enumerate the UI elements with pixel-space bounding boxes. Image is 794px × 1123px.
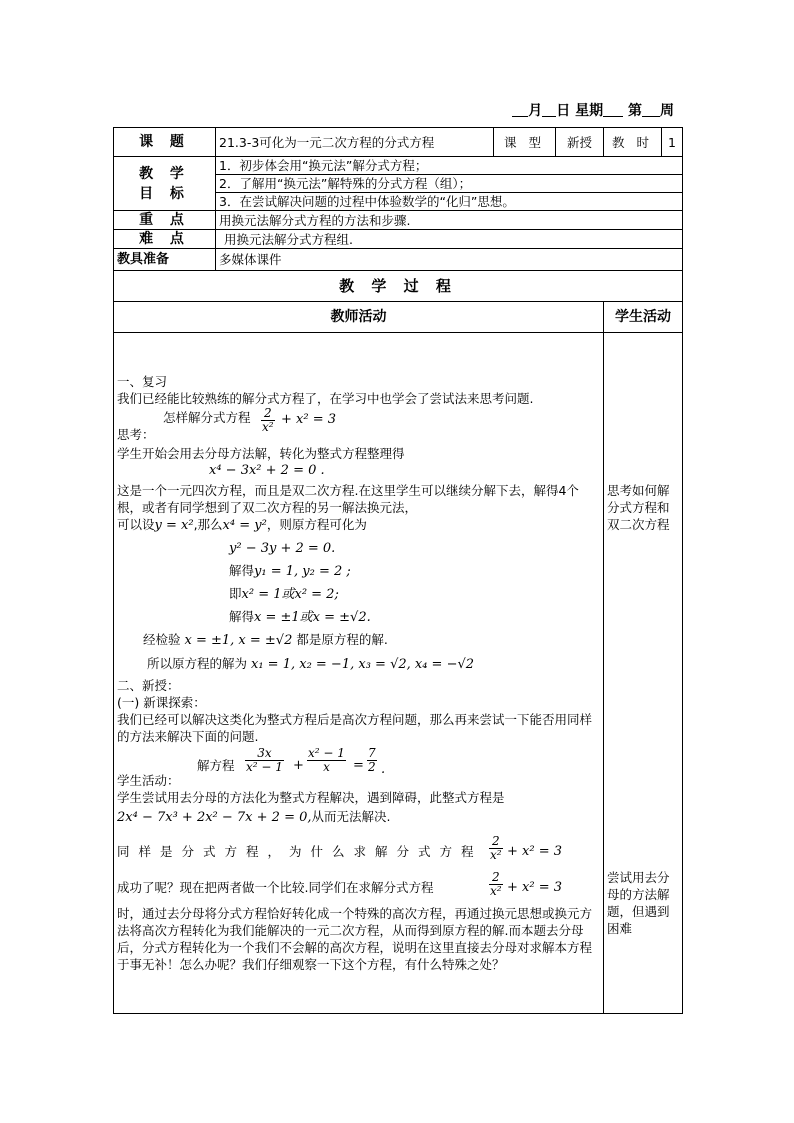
- q2-poly-line: [117, 806, 600, 829]
- q1-numerator: 2: [261, 407, 275, 421]
- q2-f1-numerator: 3x: [245, 747, 284, 761]
- compare-3: 时，通过去分母将分式方程恰好转化成一个特殊的高次方程，再通过换元思想或换元方法将高次方程转化为我们能解决的一元二次方程，从而得到原方程的解.而本题去分母后，分式方程转化为一个我们不会解的高次方程，说明在这里直接去分母对求解本方程于事无补！怎么办呢？我们仔细观察一下这个方程，有什么特殊之处？: [117, 906, 593, 972]
- hours-label: 教 时: [604, 128, 662, 157]
- new-heading: 二、新授：: [117, 678, 180, 693]
- day-blank: [542, 102, 556, 117]
- week-blank: [642, 102, 660, 117]
- solution-equation: y² − 3y + 2 = 0.: [229, 541, 336, 556]
- solution-2: x² = 1或x² = 2;: [241, 587, 339, 602]
- topic-value: 21.3-3可化为一元二次方程的分式方程: [216, 128, 494, 157]
- review-intro: 我们已经能比较熟练的解分式方程了，在学习中也学会了尝试法来思考问题.: [117, 391, 534, 406]
- goal-1: 1．初步体会用“换元法”解分式方程；: [216, 157, 683, 175]
- compare-fraction-1: [489, 835, 503, 862]
- q2-end: .: [381, 762, 386, 777]
- q2-equals: =: [353, 758, 364, 773]
- q2-f1-denominator: x² − 1: [246, 760, 283, 774]
- explore-intro: 我们已经可以解决这类化为整式方程后是高次方程问题，那么再来尝试一下能否用同样的方法来解决下面的问题.: [117, 712, 593, 744]
- answer-label: 所以原方程的解为: [147, 656, 248, 671]
- weekday-blank: [603, 102, 623, 117]
- q2-fraction-3: [367, 747, 377, 774]
- lesson-plan-table: [113, 127, 683, 1014]
- process-title: 教 学 过 程: [114, 271, 683, 302]
- week-prefix: 第: [628, 103, 642, 119]
- student-column-title: 学生活动: [604, 302, 683, 333]
- goal-3: 3．在尝试解决问题的过程中体验数学的“化归”思想。: [216, 193, 683, 211]
- solution-3: x = ±1或x = ±√2.: [254, 610, 371, 625]
- type-label: 课 型: [494, 128, 556, 157]
- date-line: [512, 100, 674, 120]
- q2-prefix: 解方程: [197, 758, 235, 773]
- key-label: 重 点: [114, 211, 216, 230]
- tools-value: 多媒体课件: [216, 249, 683, 271]
- student-activity: [604, 333, 683, 1014]
- q2-fraction-1: [245, 747, 284, 774]
- student-activity-label: 学生活动：: [117, 773, 180, 788]
- goals-label-1: 教 学: [139, 165, 190, 182]
- q1-denominator: x²: [262, 420, 274, 434]
- q1-prefix: 怎样解分式方程: [163, 410, 251, 425]
- check-value: x = ±1, x = ±√2: [184, 633, 293, 648]
- compare-f2-numerator: 2: [489, 871, 503, 885]
- solution-2-label: 即: [229, 586, 242, 601]
- review-heading: 一、复习: [117, 374, 168, 389]
- q1-fraction: [261, 407, 275, 434]
- solution-line-3: [229, 606, 600, 629]
- topic-label: 课 题: [114, 128, 216, 157]
- q1-substitution: y = x²: [154, 518, 194, 533]
- student-spacer-2: [607, 533, 679, 869]
- q2-try: 学生尝试用去分母的方法化为整式方程解决，遇到障碍，此整式方程是: [117, 790, 505, 805]
- compare-1: 同样是分式方程，为什么求解分式方程: [117, 844, 483, 859]
- difficulty-value: 用换元法解分式方程组.: [216, 230, 683, 249]
- compare-rest-1: + x² = 3: [507, 844, 562, 859]
- q1-substitution-2: x⁴ = y²: [222, 518, 267, 533]
- q2-f2-denominator: x: [323, 760, 330, 774]
- week-suffix: 周: [660, 103, 674, 119]
- q2-poly: 2x⁴ − 7x³ + 2x² − 7x + 2 = 0,: [117, 810, 312, 825]
- student-note-2: 尝试用去分母的方法解题，但遇到困难: [607, 869, 670, 936]
- difficulty-label: 难 点: [114, 230, 216, 249]
- tools-row: [114, 249, 683, 271]
- teacher-activity: [114, 333, 604, 1014]
- compare-2: 成功了呢？现在把两者做一个比较.同学们在求解分式方程: [117, 880, 434, 895]
- q1-explain-2: 可以设: [117, 517, 155, 532]
- explore-heading: (一) 新课探索：: [117, 695, 206, 710]
- q2-f3-denominator: 2: [368, 760, 376, 774]
- q1-explain-3: ，则原方程可化为: [266, 517, 367, 532]
- think-label: 思考：: [117, 427, 155, 442]
- q2-poly-tail: 从而无法解决.: [311, 809, 391, 824]
- check-label: 经检验: [143, 632, 181, 647]
- solution-1: y₁ = 1, y₂ = 2 ;: [254, 564, 351, 579]
- compare-line-2: [117, 869, 600, 905]
- goals-label: [114, 157, 216, 211]
- question-2: [117, 747, 600, 789]
- q1-explain-line: [117, 516, 600, 534]
- solution-line-2: [229, 583, 600, 606]
- month-blank: [512, 102, 528, 117]
- check-line: [117, 629, 600, 652]
- q2-f2-numerator: x² − 1: [308, 746, 345, 760]
- column-header-row: [114, 302, 683, 333]
- goals-label-2: 目 标: [139, 185, 190, 202]
- solution-line-1: [229, 560, 600, 583]
- compare-rest-2: + x² = 3: [507, 880, 562, 895]
- goal-row-1: [114, 157, 683, 175]
- difficulty-row: [114, 230, 683, 249]
- compare-f1-denominator: x²: [490, 848, 502, 862]
- key-row: [114, 211, 683, 230]
- compare-f1-numerator: 2: [489, 835, 503, 849]
- solution-steps: [117, 538, 600, 629]
- check-tail: 都是原方程的解.: [296, 632, 388, 647]
- key-value: 用换元法解分式方程的方法和步骤.: [216, 211, 683, 230]
- answer-value: x₁ = 1, x₂ = −1, x₃ = √2, x₄ = −√2: [251, 657, 475, 672]
- topic-row: [114, 128, 683, 157]
- process-body-row: [114, 333, 683, 1014]
- q2-f3-numerator: 7: [368, 746, 376, 760]
- solution-3-label: 解得: [229, 609, 255, 624]
- compare-fraction-2: [489, 871, 503, 898]
- q2-plus: +: [293, 758, 304, 773]
- weekday-label: 星期: [575, 103, 604, 119]
- goal-2: 2．了解用“换元法”解特殊的分式方程（组）；: [216, 175, 683, 193]
- q1-equation: x⁴ − 3x² + 2 = 0 .: [209, 463, 325, 478]
- teacher-column-title: 教师活动: [114, 302, 604, 333]
- tools-label: 教具准备: [114, 249, 216, 271]
- student-spacer-1: [607, 410, 679, 482]
- compare-f2-denominator: x²: [490, 884, 502, 898]
- q2-fraction-2: [307, 747, 346, 774]
- day-label: 日: [556, 103, 571, 119]
- q1-explain-1: 这是一个一元四次方程，而且是双二次方程.在这里学生可以继续分解下去，解得4个根，或者有同学想到了双二次方程的另一解法换元法，: [117, 483, 579, 515]
- process-title-row: [114, 271, 683, 302]
- hours-value: 1: [662, 128, 683, 157]
- month-label: 月: [528, 103, 543, 119]
- type-value: 新授: [556, 128, 604, 157]
- q1-step: 学生开始会用去分母方法解，转化为整式方程整理得: [117, 446, 405, 461]
- q1-rest: + x² = 3: [281, 412, 336, 427]
- q1-then: ,那么: [193, 517, 223, 532]
- question-1: [117, 407, 600, 445]
- compare-line-1: [117, 833, 600, 869]
- student-note-1: 思考如何解分式方程和双二次方程: [607, 482, 670, 532]
- answer-line: [117, 652, 600, 677]
- solution-1-label: 解得: [229, 563, 255, 578]
